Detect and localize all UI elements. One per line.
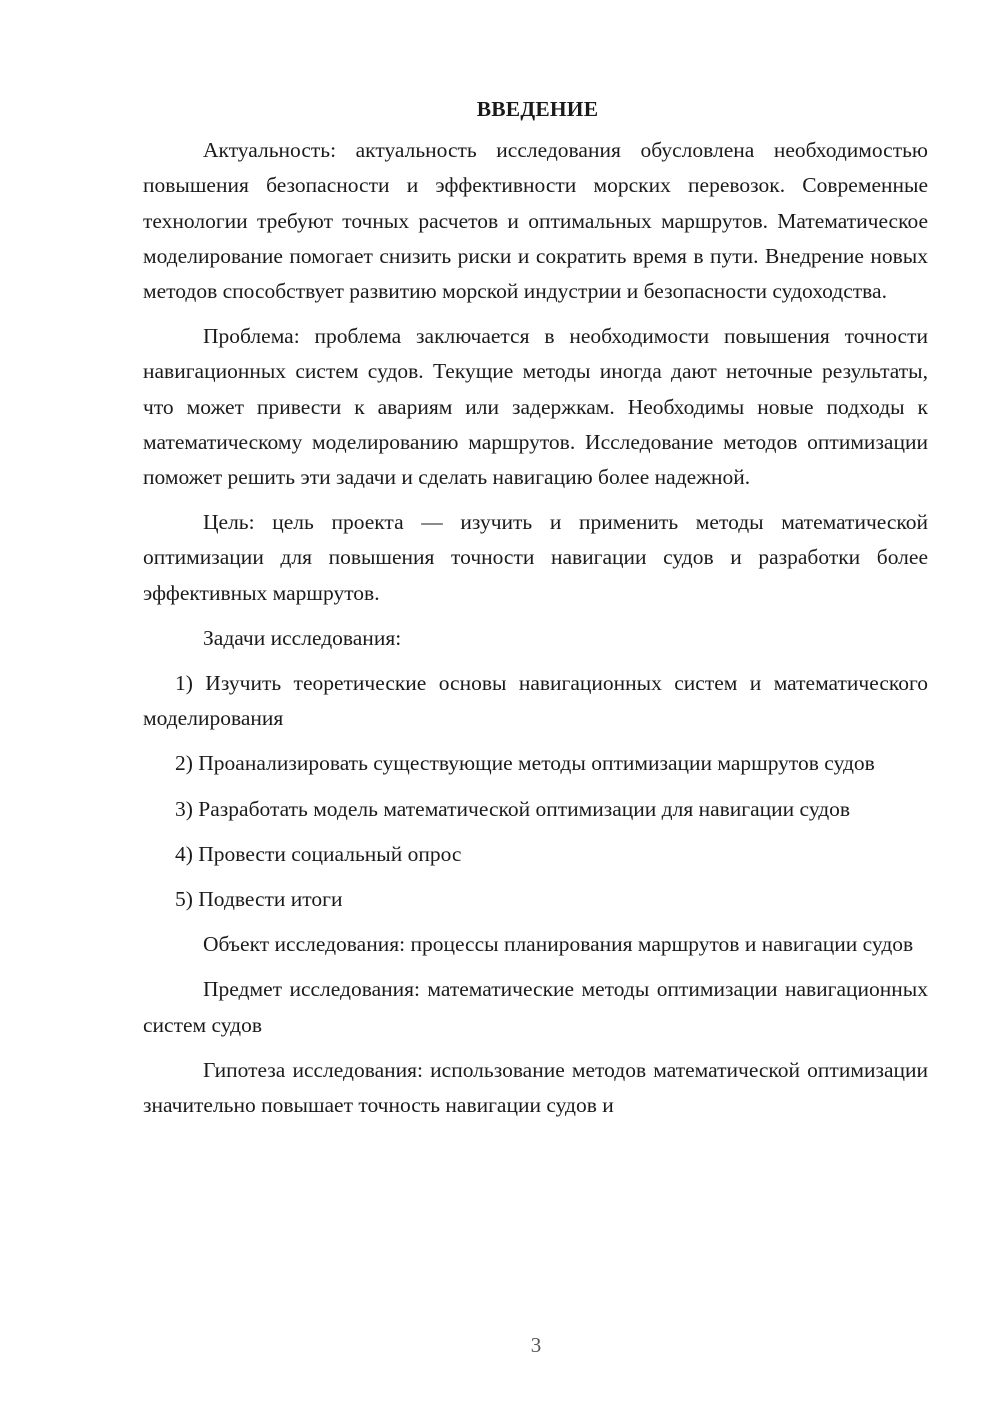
paragraph-goal: Цель: цель проекта — изучить и применить методы математической оптимизации для повышения точности навигации судов и разработки более эффективных маршрутов.: [143, 510, 928, 605]
paragraph-relevance: Актуальность: актуальность исследования обусловлена необходимостью повышения безопасности и эффективности морских перевозок. Современные технологии требуют точных расчетов и оптимальных маршрутов. Математическое моделирование помогает снизить риски и сократить время в пути. Внедрение новых методов способствует развитию морской индустрии и безопасности судоходства.: [143, 138, 928, 304]
paragraph-hypothesis: Гипотеза исследования: использование методов математической оптимизации значительно повышает точность навигации судов и: [143, 1057, 928, 1118]
paragraph-problem: Проблема: проблема заключается в необходимости повышения точности навигационных систем судов. Текущие методы иногда дают неточные результаты, что может привести к авариям или задержкам. Необходимы новые подходы к математическому моделированию маршрутов. Исследование методов оптимизации поможет решить эти задачи и сделать навигацию более надежной.: [143, 324, 928, 490]
task-item-2: 2) Проанализировать существующие методы оптимизации маршрутов судов: [175, 751, 875, 776]
page-content: [143, 92, 928, 1133]
task-item-5: 5) Подвести итоги: [175, 887, 343, 912]
task-item-1: 1) Изучить теоретические основы навигационных систем и математического моделирования: [143, 671, 928, 731]
page-number: 3: [530, 1333, 542, 1357]
tasks-heading: Задачи исследования:: [203, 625, 402, 650]
section-title: ВВЕДЕНИЕ: [476, 97, 599, 121]
paragraph-object: Объект исследования: процессы планирования маршрутов и навигации судов: [203, 932, 914, 957]
task-item-3: 3) Разработать модель математической оптимизации для навигации судов: [175, 796, 851, 821]
paragraph-subject: Предмет исследования: математические методы оптимизации навигационных систем судов: [143, 977, 928, 1037]
task-item-4: 4) Провести социальный опрос: [175, 841, 462, 866]
